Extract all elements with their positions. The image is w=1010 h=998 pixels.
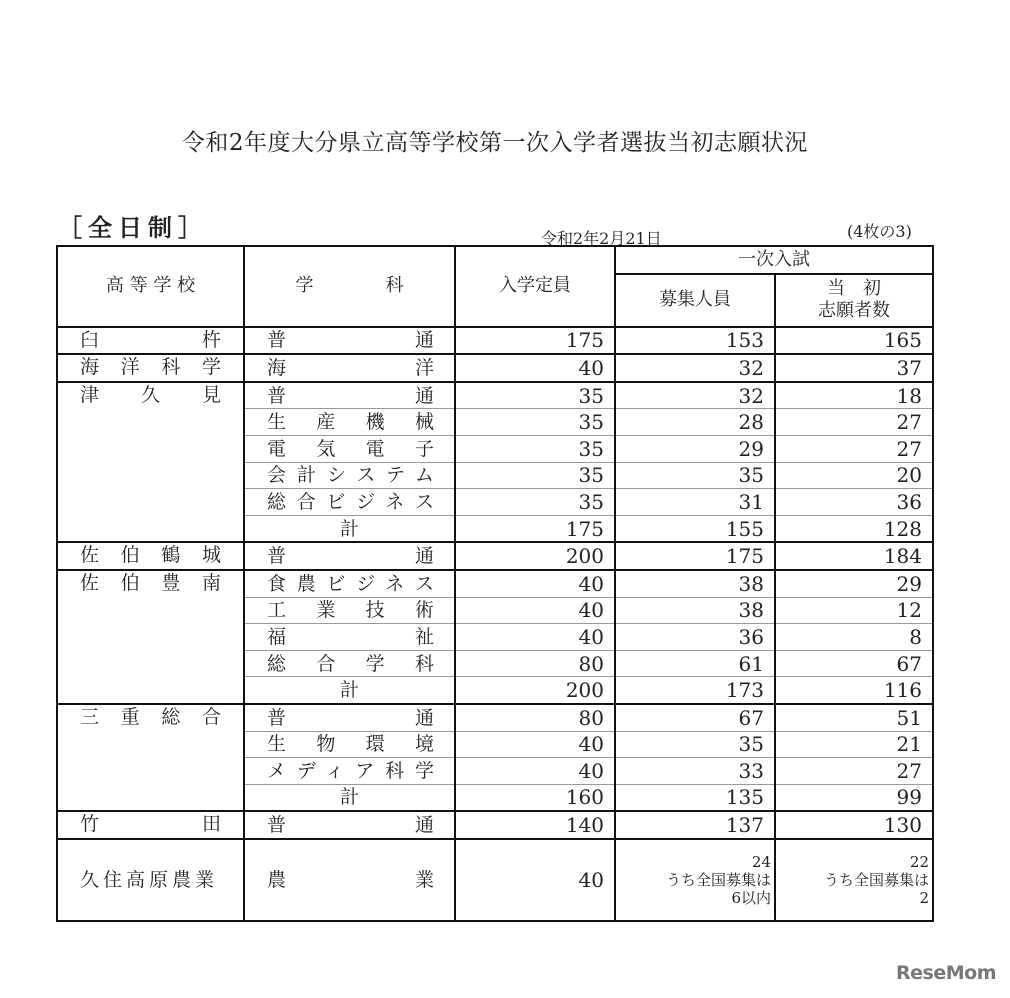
recruit-cell: 35 [615,731,775,758]
applicants-cell: 27 [775,409,933,436]
header-capacity: 入学定員 [455,246,615,327]
applicants-cell: 18 [775,382,933,409]
applicants-cell: 116 [775,677,933,704]
table-row [57,327,933,355]
capacity-cell: 40 [455,731,615,758]
header-first-exam: 一次入試 [615,246,933,274]
capacity-cell: 35 [455,462,615,489]
dept-name: 普通 [267,329,434,352]
recruit-note: うち全国募集は [665,870,771,889]
school-name: 竹田 [80,813,221,836]
recruit-cell [615,839,775,921]
dept-name: 電気電子 [267,437,434,460]
dept-name: 普通 [267,384,434,407]
dept-name: 普通 [267,706,434,729]
table-row [57,811,933,839]
dept-name: 総合学科 [267,652,434,675]
capacity-cell: 200 [455,677,615,704]
recruit-cell: 32 [615,382,775,409]
dept-name: 生産機械 [267,411,434,434]
header-dept: 学 科 [244,246,455,327]
school-name: 三重総合 [80,705,221,728]
capacity-cell: 40 [455,570,615,597]
header-applicants-line2: 志願者数 [818,300,890,322]
dept-name: 生物環境 [267,733,434,756]
applicants-value: 22 [909,852,929,871]
recruit-cell: 31 [615,489,775,516]
school-name: 久住高原農業 [57,839,244,921]
dept-name: 会計システム [267,464,434,487]
capacity-cell: 40 [455,354,615,382]
applications-table [56,245,934,922]
dept-name: 工業技術 [267,599,434,622]
capacity-cell: 40 [455,839,615,921]
capacity-cell: 80 [455,704,615,731]
applicants-cell: 21 [775,731,933,758]
table-row [57,542,933,570]
capacity-cell: 35 [455,409,615,436]
header-school: 高 等 学 校 [57,246,244,327]
applicants-cell: 8 [775,624,933,651]
recruit-cell: 175 [615,542,775,570]
total-label: 計 [244,677,455,704]
recruit-cell: 61 [615,650,775,677]
applicants-note-count: 2 [919,888,929,907]
applicants-cell [775,839,933,921]
recruit-cell: 33 [615,758,775,785]
capacity-cell: 35 [455,435,615,462]
capacity-cell: 200 [455,542,615,570]
capacity-cell: 175 [455,327,615,355]
applicants-cell: 128 [775,515,933,542]
applicants-cell: 184 [775,542,933,570]
recruit-cell: 155 [615,515,775,542]
dept-name: 福祉 [267,625,434,648]
recruit-cell: 29 [615,435,775,462]
applicants-cell: 99 [775,784,933,811]
sheet-number: (4枚の3) [847,222,912,241]
applicants-cell: 29 [775,570,933,597]
header-recruit: 募集人員 [615,274,775,327]
total-label: 計 [244,515,455,542]
school-name: 海洋科学 [80,356,221,379]
document-title: 令和2年度大分県立高等学校第一次入学者選抜当初志願状況 [181,130,809,156]
applicants-cell: 12 [775,597,933,624]
table-row [57,354,933,382]
school-name: 津久見 [80,383,221,406]
dept-name: 農業 [267,868,434,891]
school-name: 臼杵 [80,328,221,351]
table-row [57,382,933,409]
school-name: 佐伯豊南 [80,571,221,594]
school-name: 佐伯鶴城 [80,544,221,567]
capacity-cell: 40 [455,758,615,785]
dept-name: 総合ビジネス [267,490,434,513]
recruit-cell: 38 [615,597,775,624]
header-applicants [775,274,933,327]
applicants-cell: 130 [775,811,933,839]
recruit-value: 24 [751,852,771,871]
dept-name: 食農ビジネス [267,572,434,595]
table-row [57,570,933,597]
capacity-cell: 80 [455,650,615,677]
applicants-cell: 20 [775,462,933,489]
capacity-cell: 175 [455,515,615,542]
applicants-cell: 27 [775,758,933,785]
table-row [57,704,933,731]
recruit-note-limit: 6以内 [731,888,771,907]
capacity-cell: 35 [455,489,615,516]
recruit-cell: 173 [615,677,775,704]
capacity-cell: 35 [455,382,615,409]
dept-name: 海洋 [267,356,434,379]
applicants-cell: 67 [775,650,933,677]
applicants-cell: 36 [775,489,933,516]
capacity-cell: 160 [455,784,615,811]
recruit-cell: 28 [615,409,775,436]
capacity-cell: 40 [455,624,615,651]
recruit-cell: 36 [615,624,775,651]
applicants-cell: 37 [775,354,933,382]
applicants-cell: 51 [775,704,933,731]
applicants-cell: 27 [775,435,933,462]
recruit-cell: 137 [615,811,775,839]
header-applicants-line1: 当 初 [827,278,881,300]
applicants-note: うち全国募集は [823,870,929,889]
dept-name: メディア科学 [267,759,434,782]
recruit-cell: 38 [615,570,775,597]
total-label: 計 [244,784,455,811]
recruit-cell: 153 [615,327,775,355]
applicants-cell: 165 [775,327,933,355]
dept-name: 普通 [267,545,434,568]
resemom-logo: ReseMom [896,962,996,984]
recruit-cell: 35 [615,462,775,489]
capacity-cell: 140 [455,811,615,839]
recruit-cell: 32 [615,354,775,382]
capacity-cell: 40 [455,597,615,624]
document-date: 令和2年2月21日 [541,229,662,248]
section-label: ［全日制］ [58,214,208,242]
recruit-cell: 135 [615,784,775,811]
recruit-cell: 67 [615,704,775,731]
dept-name: 普通 [267,814,434,837]
